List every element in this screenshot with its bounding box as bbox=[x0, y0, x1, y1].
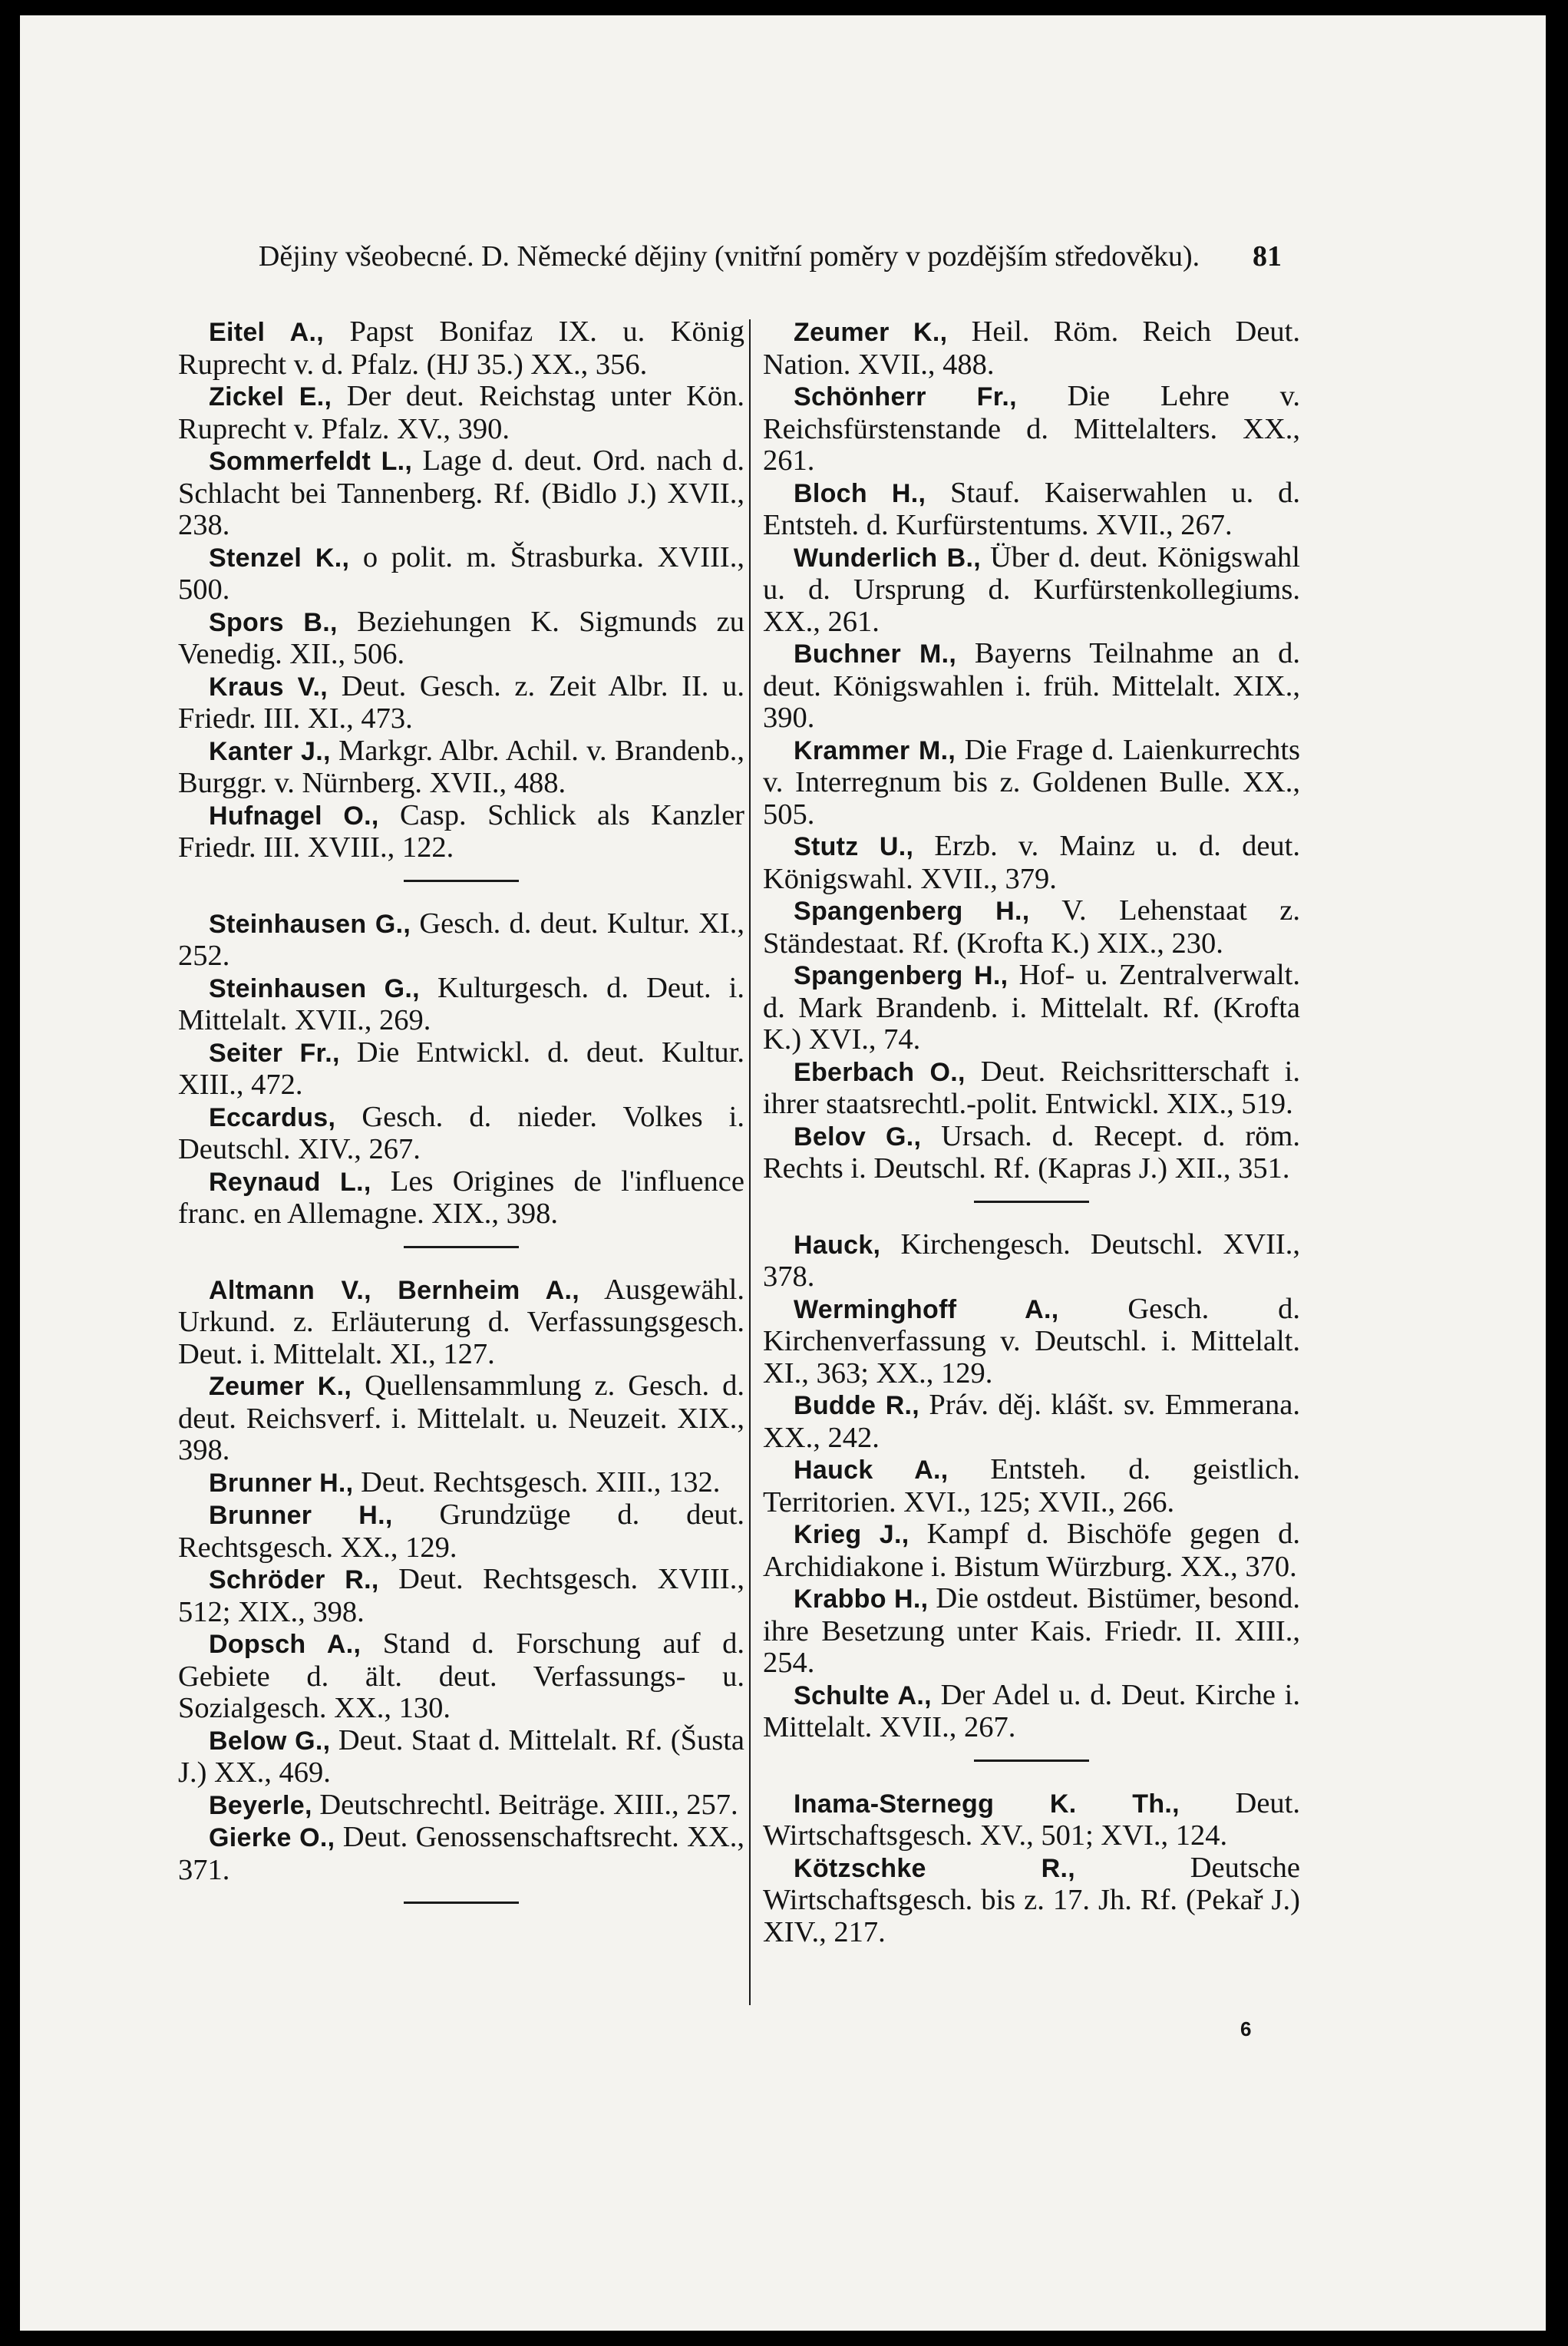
entry-text: Die Frage d. Laienkurrechts v. Interregnum bis z. Goldenen Bulle. XX., 505. bbox=[763, 733, 1300, 831]
entry-author: Budde R., bbox=[794, 1391, 920, 1420]
bibliography-entry bbox=[763, 895, 1300, 960]
bibliography-entry bbox=[763, 477, 1300, 542]
bibliography-entry bbox=[178, 800, 744, 864]
entry-author: Stutz U., bbox=[794, 832, 914, 861]
entry-text: Die Entwickl. d. deut. Kultur. XIII., 472. bbox=[178, 1036, 745, 1101]
entry-text: Deut. Rechtsgesch. XVIII., 512; XIX., 398. bbox=[178, 1563, 744, 1628]
entry-author: Seiter Fr., bbox=[209, 1038, 340, 1068]
entry-text: Der Adel u. d. Deut. Kirche i. Mittelalt. XVII., 267. bbox=[763, 1678, 1300, 1743]
entry-author: Werminghoff A., bbox=[794, 1294, 1059, 1324]
bibliography-entry bbox=[763, 1788, 1300, 1852]
entry-text: Kampf d. Bischöfe gegen d. Archidiakone i. Bistum Würzburg. XX., 370. bbox=[763, 1518, 1300, 1583]
column-divider bbox=[749, 319, 751, 2005]
bibliography-entry bbox=[178, 1037, 744, 1102]
entry-text: Práv. děj. klášt. sv. Emmerana. XX., 242. bbox=[763, 1389, 1300, 1454]
bibliography-entry bbox=[178, 1564, 744, 1628]
entry-author: Wunderlich B., bbox=[794, 543, 982, 573]
entry-author: Krammer M., bbox=[794, 735, 956, 765]
bibliography-entry bbox=[763, 542, 1300, 639]
entry-author: Steinhausen G., bbox=[209, 973, 420, 1003]
bibliography-entry bbox=[763, 1294, 1300, 1390]
bibliography-entry bbox=[763, 381, 1300, 477]
bibliography-entry bbox=[178, 445, 744, 542]
entry-text: Les Origines de l'influence franc. en Allemagne. XIX., 398. bbox=[178, 1165, 744, 1230]
entry-text: Kirchengesch. Deutschl. XVII., 378. bbox=[763, 1228, 1300, 1293]
entry-author: Hauck, bbox=[794, 1230, 881, 1260]
entry-author: Krabbo H., bbox=[794, 1584, 929, 1614]
bibliography-entry bbox=[763, 1056, 1300, 1121]
entry-text: V. Lehenstaat z. Ständestaat. Rf. (Krofta K.) XIX., 230. bbox=[763, 894, 1300, 960]
entry-text: Deutsche Wirtschaftsgesch. bis z. 17. Jh. Rf. (Pekař J.) XIV., 217. bbox=[763, 1851, 1300, 1948]
entry-text: Casp. Schlick als Kanzler Friedr. III. XVIII., 122. bbox=[178, 798, 744, 864]
section-rule bbox=[404, 1246, 519, 1248]
entry-author: Hauck A., bbox=[794, 1456, 949, 1485]
entry-text: Ursach. d. Recept. d. röm. Rechts i. Deutschl. Rf. (Kapras J.) XII., 351. bbox=[763, 1119, 1300, 1185]
section-rule bbox=[974, 1760, 1089, 1762]
entry-text: Deut. Staat d. Mittelalt. Rf. (Šusta J.) XX., 469. bbox=[178, 1723, 744, 1789]
entry-text: Markgr. Albr. Achil. v. Brandenb., Burggr. v. Nürnberg. XVII., 488. bbox=[178, 734, 744, 799]
entry-text: o polit. m. Štrasburka. XVIII., 500. bbox=[178, 540, 744, 606]
right-column bbox=[763, 316, 1300, 1948]
bibliography-entry bbox=[178, 1628, 744, 1725]
header-title: Dějiny všeobecné. D. Německé dějiny (vnitřní poměry v pozdějším středověku). bbox=[258, 240, 1200, 273]
entry-text: Erzb. v. Mainz u. d. deut. Königswahl. XVII., 379. bbox=[763, 830, 1300, 895]
bibliography-entry bbox=[763, 1389, 1300, 1454]
section-rule bbox=[974, 1201, 1089, 1203]
bibliography-entry bbox=[178, 1499, 744, 1564]
bibliography-entry bbox=[178, 671, 744, 735]
book-page bbox=[20, 15, 1546, 2331]
signature-mark: 6 bbox=[1240, 2017, 1252, 2040]
entry-author: Reynaud L., bbox=[209, 1167, 371, 1197]
running-header bbox=[177, 238, 1282, 275]
bibliography-entry bbox=[178, 1822, 744, 1886]
entry-author: Hufnagel O., bbox=[209, 801, 379, 831]
entry-text: Deut. Wirtschaftsgesch. XV., 501; XVI., 124. bbox=[763, 1786, 1300, 1852]
entry-author: Krieg J., bbox=[794, 1520, 909, 1549]
entry-text: Gesch. d. nieder. Volkes i. Deutschl. XIV., 267. bbox=[178, 1100, 744, 1165]
entry-text: Bayerns Teilnahme an d. deut. Königswahlen i. früh. Mittelalt. XIX., 390. bbox=[763, 637, 1300, 734]
bibliography-entry bbox=[178, 1166, 744, 1231]
bibliography-entry bbox=[763, 735, 1300, 831]
bibliography-entry bbox=[178, 606, 744, 671]
bibliography-entry bbox=[763, 316, 1300, 381]
bibliography-entry bbox=[178, 542, 744, 606]
bibliography-entry bbox=[178, 1467, 744, 1500]
bibliography-entry bbox=[178, 1789, 744, 1822]
entry-text: Quellensammlung z. Gesch. d. deut. Reichsverf. i. Mittelalt. u. Neuzeit. XIX., 398. bbox=[178, 1370, 744, 1466]
entry-author: Spangenberg H., bbox=[794, 897, 1030, 926]
entry-text: Papst Bonifaz IX. u. König Ruprecht v. d. Pfalz. (HJ 35.) XX., 356. bbox=[178, 316, 744, 381]
bibliography-entry bbox=[178, 381, 744, 445]
entry-author: Eberbach O., bbox=[794, 1057, 966, 1087]
bibliography-entry bbox=[763, 1680, 1300, 1744]
entry-text: Die ostdeut. Bistümer, besond. ihre Besetzung unter Kais. Friedr. II. XIII., 254. bbox=[763, 1582, 1300, 1679]
entry-text: Ausgewähl. Urkund. z. Erläuterung d. Verfassungsgesch. Deut. i. Mittelalt. XI., 127. bbox=[178, 1273, 744, 1370]
entry-author: Schönherr Fr., bbox=[794, 382, 1017, 411]
entry-author: Eitel A., bbox=[209, 318, 324, 347]
bibliography-entry bbox=[763, 1454, 1300, 1518]
entry-text: Stand d. Forschung auf d. Gebiete d. ält. deut. Verfassungs- u. Sozialgesch. XX., 130. bbox=[178, 1627, 744, 1724]
bibliography-entry bbox=[763, 1852, 1300, 1949]
entry-author: Below G., bbox=[209, 1726, 331, 1756]
section-rule bbox=[404, 880, 519, 882]
entry-author: Beyerle, bbox=[209, 1790, 312, 1820]
bibliography-entry bbox=[763, 1518, 1300, 1583]
entry-text: Die Lehre v. Reichsfürstenstande d. Mittelalters. XX., 261. bbox=[763, 380, 1300, 477]
entry-text: Beziehungen K. Sigmunds zu Venedig. XII., 506. bbox=[178, 605, 744, 670]
entry-author: Belov G., bbox=[794, 1122, 922, 1152]
bibliography-entry bbox=[763, 1583, 1300, 1680]
entry-author: Kraus V., bbox=[209, 672, 328, 702]
entry-author: Brunner H., bbox=[209, 1501, 393, 1530]
entry-author: Kanter J., bbox=[209, 736, 331, 766]
entry-text: Über d. deut. Königswahl u. d. Ursprung d. Kurfürstenkollegiums. XX., 261. bbox=[763, 540, 1300, 638]
entry-text: Hof- u. Zentralverwalt. d. Mark Brandenb. i. Mittelalt. Rf. (Krofta K.) XVI., 74. bbox=[763, 959, 1300, 1056]
bibliography-entry bbox=[178, 1370, 744, 1467]
bibliography-entry bbox=[178, 1725, 744, 1789]
entry-text: Heil. Röm. Reich Deut. Nation. XVII., 488. bbox=[763, 316, 1300, 381]
bibliography-entry bbox=[763, 831, 1300, 895]
bibliography-entry bbox=[178, 735, 744, 800]
entry-author: Altmann V., Bernheim A., bbox=[209, 1275, 579, 1305]
entry-author: Inama-Sternegg K. Th., bbox=[794, 1789, 1180, 1819]
entry-author: Schulte A., bbox=[794, 1680, 932, 1710]
entry-text: Grundzüge d. deut. Rechtsgesch. XX., 129. bbox=[178, 1498, 744, 1564]
entry-author: Zeumer K., bbox=[209, 1372, 352, 1401]
bibliography-entry bbox=[178, 316, 744, 381]
bibliography-entry bbox=[763, 960, 1300, 1056]
entry-author: Sommerfeldt L., bbox=[209, 447, 413, 476]
left-column bbox=[178, 316, 744, 1930]
entry-author: Dopsch A., bbox=[209, 1630, 361, 1659]
entry-text: Der deut. Reichstag unter Kön. Ruprecht v. Pfalz. XV., 390. bbox=[178, 380, 745, 445]
entry-author: Schröder R., bbox=[209, 1565, 379, 1594]
bibliography-entry bbox=[178, 1102, 744, 1166]
entry-text: Deut. Reichsritterschaft i. ihrer staatsrechtl.-polit. Entwickl. XIX., 519. bbox=[763, 1055, 1300, 1120]
entry-text: Entsteh. d. geistlich. Territorien. XVI., 125; XVII., 266. bbox=[763, 1453, 1300, 1518]
section-rule bbox=[404, 1902, 519, 1904]
entry-author: Spors B., bbox=[209, 607, 338, 637]
bibliography-entry bbox=[178, 973, 744, 1037]
bibliography-entry bbox=[763, 1121, 1300, 1185]
entry-author: Brunner H., bbox=[209, 1468, 354, 1498]
entry-author: Stenzel K., bbox=[209, 543, 350, 573]
entry-author: Eccardus, bbox=[209, 1102, 336, 1132]
entry-text: Lage d. deut. Ord. nach d. Schlacht bei Tannenberg. Rf. (Bidlo J.) XVII., 238. bbox=[178, 444, 744, 541]
bibliography-entry bbox=[763, 1229, 1300, 1294]
entry-author: Spangenberg H., bbox=[794, 961, 1008, 990]
entry-text: Kulturgesch. d. Deut. i. Mittelalt. XVII., 269. bbox=[178, 971, 744, 1036]
entry-author: Bloch H., bbox=[794, 478, 926, 508]
entry-author: Gierke O., bbox=[209, 1823, 335, 1852]
entry-author: Steinhausen G., bbox=[209, 909, 411, 939]
entry-text: Stauf. Kaiserwahlen u. d. Entsteh. d. Kurfürstentums. XVII., 267. bbox=[763, 476, 1300, 541]
entry-author: Kötzschke R., bbox=[794, 1853, 1075, 1883]
entry-text: Deut. Gesch. z. Zeit Albr. II. u. Friedr. III. XI., 473. bbox=[178, 669, 745, 735]
entry-text: Gesch. d. deut. Kultur. XI., 252. bbox=[178, 907, 744, 972]
entry-text: Deutschrechtl. Beiträge. XIII., 257. bbox=[312, 1788, 738, 1821]
bibliography-entry bbox=[178, 908, 744, 973]
bibliography-entry bbox=[763, 638, 1300, 735]
entry-author: Zeumer K., bbox=[794, 318, 948, 347]
entry-author: Zickel E., bbox=[209, 382, 332, 411]
page-number: 81 bbox=[1253, 240, 1282, 273]
entry-text: Gesch. d. Kirchenverfassung v. Deutschl. i. Mittelalt. XI., 363; XX., 129. bbox=[763, 1292, 1300, 1389]
bibliography-entry bbox=[178, 1274, 744, 1371]
entry-text: Deut. Genossenschaftsrecht. XX., 371. bbox=[178, 1821, 744, 1886]
entry-text: Deut. Rechtsgesch. XIII., 132. bbox=[353, 1465, 721, 1498]
entry-author: Buchner M., bbox=[794, 639, 957, 669]
